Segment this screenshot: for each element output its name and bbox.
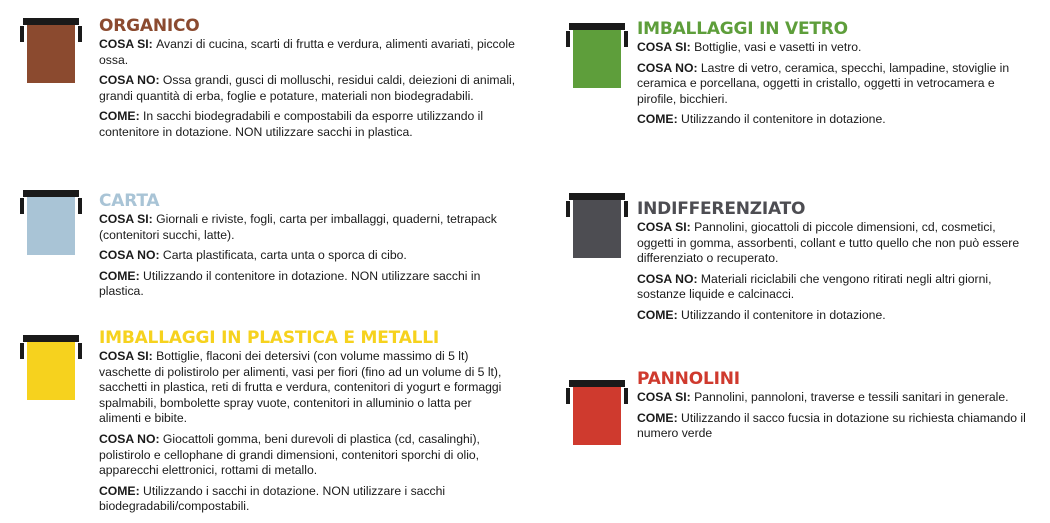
pannolini-si-text: Pannolini, pannoloni, traverse e tessili sanitari in generale.: [694, 390, 1009, 404]
carta-title: CARTA: [99, 191, 160, 211]
label-come: COME:: [637, 112, 678, 127]
organico-si-text: Avanzi di cucina, scarti di frutta e verdura, alimenti avariati, piccole ossa.: [99, 37, 515, 67]
vetro-cosa-si: [637, 40, 1037, 56]
indifferenziato-cosa-si: [637, 220, 1032, 267]
label-cosa-no: COSA NO: [99, 248, 156, 263]
carta-come-text: Utilizzando il contenitore in dotazione. NON utilizzare sacchi in plastica.: [99, 268, 481, 299]
vetro-come-text: Utilizzando il contenitore in dotazione.: [677, 112, 886, 127]
label-come: COME:: [637, 410, 678, 425]
label-sep: :: [148, 212, 157, 226]
vetro-cosa-no: [637, 61, 1037, 108]
pannolini-come-text: Utilizzando il sacco fucsia in dotazione su richiesta chiamando il numero verde: [637, 410, 1026, 441]
label-come: COME:: [99, 268, 140, 283]
label-sep: :: [155, 248, 163, 263]
vetro-si-text: Bottiglie, vasi e vasetti in vetro.: [694, 40, 862, 54]
vetro-no-text: Lastre di vetro, ceramica, specchi, lampadine, stoviglie in ceramica e porcellana, oggetti in cristallo, oggetti in vetrocamera e pirofile, bicchieri.: [637, 60, 1010, 106]
indifferenziato-title: INDIFFERENZIATO: [637, 199, 806, 219]
organico-come-text: In sacchi biodegradabili e compostabili da esporre utilizzando il contenitore in dotazione. NON utilizzare sacchi in plastica.: [99, 109, 484, 139]
vetro-come: [637, 112, 1037, 128]
vetro-bin-icon: [566, 21, 630, 89]
label-cosa-no: COSA NO: [99, 73, 156, 88]
label-sep: :: [686, 390, 695, 404]
plastica-cosa-si: [99, 349, 514, 427]
label-sep: :: [686, 220, 695, 234]
label-sep: :: [155, 431, 163, 446]
bin-svg: [566, 378, 630, 446]
organico-bin-icon: [20, 16, 84, 84]
bin-svg: [20, 188, 84, 256]
plastica-title: IMBALLAGGI IN PLASTICA E METALLI: [99, 328, 440, 348]
pannolini-bin-icon: [566, 378, 630, 446]
indifferenziato-come-text: Utilizzando il contenitore in dotazione.: [677, 307, 886, 322]
carta-come: [99, 269, 499, 300]
vetro-section: [637, 19, 1037, 133]
label-come: COME:: [637, 307, 678, 322]
carta-bin-icon: [20, 188, 84, 256]
organico-title: ORGANICO: [99, 16, 200, 36]
label-sep: :: [148, 349, 157, 363]
bin-svg: [566, 191, 630, 259]
label-come: COME:: [99, 109, 140, 124]
plastica-come: [99, 484, 514, 515]
carta-no-text: Carta plastificata, carta unta o sporca di cibo.: [162, 248, 407, 263]
label-cosa-si: COSA SI: [99, 212, 149, 226]
label-cosa-no: COSA NO: [99, 431, 156, 446]
indifferenziato-bin-icon: [566, 191, 630, 259]
pannolini-come: [637, 411, 1037, 442]
pannolini-section: [637, 369, 1037, 447]
indifferenziato-no-text: Materiali riciclabili che vengono ritirati negli altri giorni, sostanze liquide e calcinacci.: [637, 271, 992, 302]
label-sep: :: [693, 271, 701, 286]
plastica-si-text: Bottiglie, flaconi dei detersivi (con volume massimo di 5 lt) vaschette di polistirolo per alimenti, vasi per fiori (fino ad un volume di 5 lt), sacchetti in plastica, reti di frutta e verdura, contenitori di yogurt e formaggi spalmabili, bombolette spray vuote, contenitori in alluminio o latta per alimenti e bibite.: [99, 349, 502, 426]
organico-come: [99, 109, 519, 140]
label-sep: :: [155, 73, 163, 88]
label-cosa-no: COSA NO: [637, 60, 694, 75]
label-cosa-no: COSA NO: [637, 271, 694, 286]
label-cosa-si: COSA SI: [637, 390, 687, 404]
indifferenziato-si-text: Pannolini, giocattoli di piccole dimensioni, cd, cosmetici, oggetti in gomma, assorbenti, collant e tutto quello che non può essere differenziato o recuperato.: [637, 220, 1020, 266]
plastica-come-text: Utilizzando i sacchi in dotazione. NON utilizzare i sacchi biodegradabili/compostabili.: [99, 483, 446, 514]
carta-cosa-no: [99, 248, 499, 264]
carta-section: [99, 191, 499, 305]
label-sep: :: [693, 60, 701, 75]
label-cosa-si: COSA SI: [99, 37, 149, 51]
plastica-no-text: Giocattoli gomma, beni durevoli di plastica (cd, casalinghi), polistirolo e cellophane di grandi dimensioni, contenitori sporchi di olio, apparecchi elettronici, rottami di metallo.: [99, 431, 480, 478]
plastica-bin-icon: [20, 333, 84, 401]
organico-section: [99, 16, 519, 146]
label-sep: :: [148, 37, 157, 51]
organico-cosa-si: [99, 37, 519, 68]
label-cosa-si: COSA SI: [637, 40, 687, 54]
label-sep: :: [686, 40, 695, 54]
vetro-title: IMBALLAGGI IN VETRO: [637, 19, 848, 39]
indifferenziato-cosa-no: [637, 272, 1032, 303]
carta-si-text: Giornali e riviste, fogli, carta per imballaggi, quaderni, tetrapack (contenitori succhi, latte).: [99, 212, 497, 242]
plastica-section: [99, 328, 514, 520]
pannolini-cosa-si: [637, 390, 1037, 406]
label-cosa-si: COSA SI: [99, 349, 149, 363]
organico-cosa-no: [99, 73, 519, 104]
label-come: COME:: [99, 483, 140, 498]
carta-cosa-si: [99, 212, 499, 243]
label-cosa-si: COSA SI: [637, 220, 687, 234]
bin-svg: [20, 333, 84, 401]
indifferenziato-section: [637, 199, 1032, 329]
plastica-cosa-no: [99, 432, 514, 479]
indifferenziato-come: [637, 308, 1032, 324]
pannolini-title: PANNOLINI: [637, 369, 740, 389]
bin-svg: [20, 16, 84, 84]
organico-no-text: Ossa grandi, gusci di molluschi, residui caldi, deiezioni di animali, grandi quantità di erba, foglie e potature, materiali non biodegradabili.: [99, 73, 516, 103]
bin-svg: [566, 21, 630, 89]
